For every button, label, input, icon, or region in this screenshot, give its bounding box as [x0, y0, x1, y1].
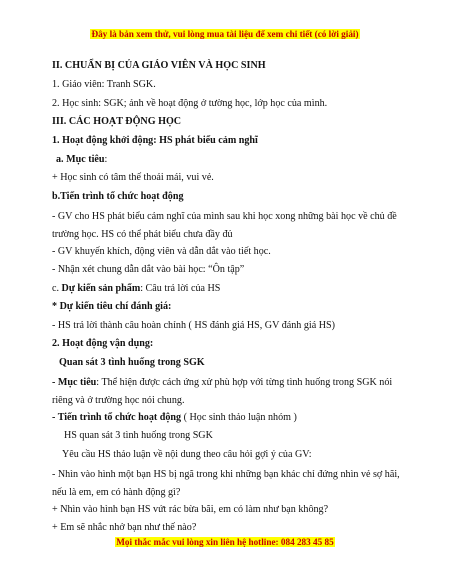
preview-notice-banner [0, 29, 450, 39]
process-item-2: - GV khuyến khích, động viên và dẫn dắt vào tiết học. [52, 246, 271, 257]
eval-text: - HS trả lời thành câu hoàn chỉnh ( HS đánh giá HS, GV đánh giá HS) [52, 320, 335, 331]
product-label: Dự kiến sản phẩm [61, 283, 141, 294]
preview-notice-text: Đây là bản xem thử, vui lòng mua tài liệu để xem chi tiết (có lời giải) [91, 29, 359, 39]
goal-line [56, 153, 410, 166]
goal2-label: - Mục tiêu [52, 377, 97, 388]
eval-label: * Dự kiến tiêu chí đánh giá: [52, 301, 172, 312]
hotline-text: Mọi thắc mắc vui lòng xin liên hệ hotline: 084 283 45 85 [116, 537, 334, 547]
section3-heading: III. CÁC HOẠT ĐỘNG HỌC [52, 116, 182, 127]
question-2: + Nhìn vào hình bạn HS vứt rác bừa bãi, em có làm như bạn không? [52, 504, 329, 515]
process-item-3: - Nhận xét chung dẫn dắt vào bài học: “Ôn tập” [52, 264, 245, 275]
process2-label: - Tiến trình tổ chức hoạt động [52, 412, 182, 423]
process-item-1: - GV cho HS phát biểu cảm nghĩ của mình sau khi học xong những bài học về chủ đề trường học. HS có thể phát biểu chưa đầy đủ [52, 211, 397, 240]
process2-line [52, 411, 410, 424]
observe-title: Quan sát 3 tình huống trong SGK [59, 357, 205, 368]
process2-note: ( Học sinh thảo luận nhóm ) [181, 412, 297, 423]
observe-line: HS quan sát 3 tình huống trong SGK [64, 430, 213, 441]
student-prep-item: 2. Học sinh: SGK; ảnh về hoạt động ở tường học, lớp học của mình. [52, 98, 328, 109]
goal-colon: : [104, 154, 108, 165]
product-line [52, 282, 410, 295]
goal-text: + Học sinh có tâm thế thoải mái, vui vẻ. [52, 172, 214, 183]
section2-heading: II. CHUẨN BỊ CỦA GIÁO VIÊN VÀ HỌC SINH [52, 60, 266, 71]
question-3: + Em sẽ nhắc nhở bạn như thế nào? [52, 522, 197, 533]
goal2-paragraph [52, 374, 410, 410]
product-prefix: c. [52, 283, 62, 294]
teacher-prep-item: 1. Giáo viên: Tranh SGK. [52, 79, 156, 90]
request-line: Yêu cầu HS thảo luận về nội dung theo câu hỏi gợi ý của GV: [62, 449, 312, 460]
activity1-title: 1. Hoạt động khởi động: HS phát biểu cảm nghĩ [52, 135, 258, 146]
goal2-text: : Thể hiện được cách ứng xử phù hợp với từng tình huống trong SGK nói riêng và ở trường học nói chung. [52, 377, 393, 406]
process-label: b.Tiến trình tổ chức hoạt động [52, 191, 184, 202]
product-text: : Câu trả lời của HS [140, 283, 221, 294]
question-1: - Nhìn vào hình một bạn HS bị ngã trong khi những bạn khác chỉ đứng nhìn vẻ sợ hãi, nếu là em, em có hành động gì? [52, 469, 400, 498]
goal-label: a. Mục tiêu [56, 154, 105, 165]
activity2-title: 2. Hoạt động vận dụng: [52, 338, 154, 349]
hotline-banner [0, 537, 450, 547]
